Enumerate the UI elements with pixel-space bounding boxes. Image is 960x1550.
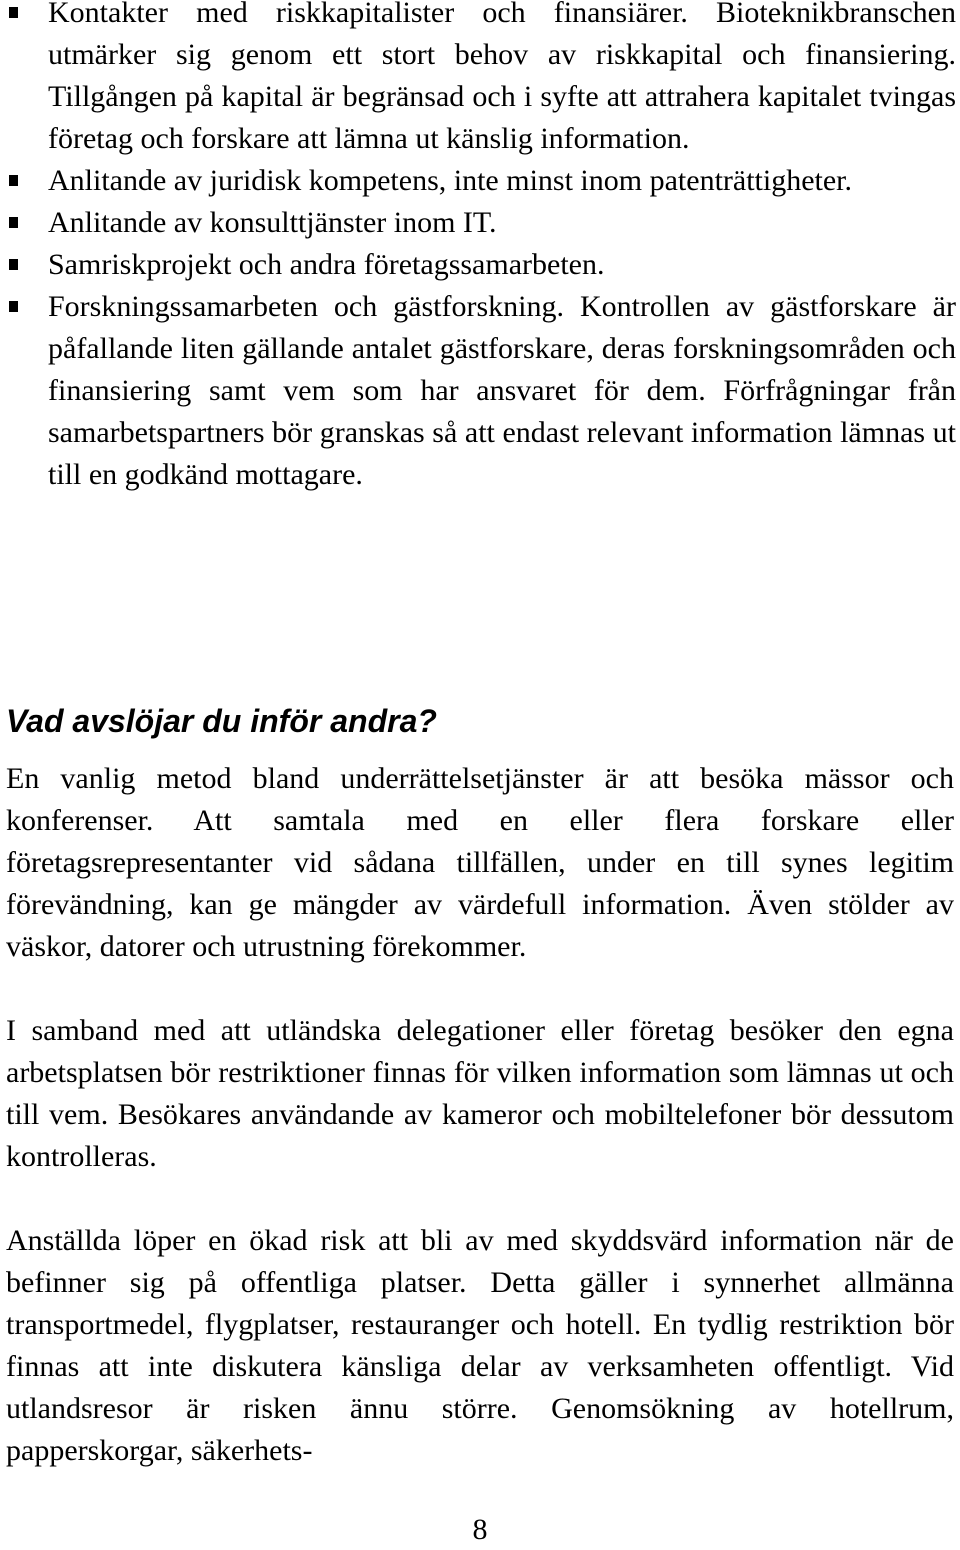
list-item-text: Anlitande av konsulttjänster inom IT.	[48, 206, 497, 239]
list-item-text: Samriskprojekt och andra företagssamarbeten.	[48, 248, 605, 281]
list-item	[0, 244, 956, 286]
square-bullet-icon	[9, 7, 18, 18]
list-item-text: Forskningssamarbeten och gästforskning. Kontrollen av gästforskare är påfallande liten gällande antalet gästforskare, deras forskningsområden och finansiering samt vem som har ansvaret för dem. Förfrågningar från samarbetspartners bör granskas så att endast relevant information lämnas ut till en godkänd mottagare.	[48, 290, 956, 491]
list-item	[0, 286, 956, 496]
square-bullet-icon	[9, 301, 18, 312]
list-item	[0, 0, 956, 160]
body-paragraph: I samband med att utländska delegationer eller företag besöker den egna arbetsplatsen bör restriktioner finnas för vilken information som lämnas ut och till vem. Besökares användande av kameror och mobiltelefoner bör dessutom kontrolleras.	[6, 1014, 954, 1173]
page-number: 8	[472, 1513, 488, 1546]
list-item-text: Anlitande av juridisk kompetens, inte minst inom patenträttigheter.	[48, 164, 853, 197]
list-item	[0, 160, 956, 202]
square-bullet-icon	[9, 217, 18, 228]
square-bullet-icon	[9, 175, 18, 186]
bullet-list	[0, 0, 956, 496]
body-paragraph: En vanlig metod bland underrättelsetjänster är att besöka mässor och konferenser. Att samtala med en eller flera forskare eller företagsrepresentanter vid sådana tillfällen, under en till synes legitim förevändning, kan ge mängder av värdefull information. Även stölder av väskor, datorer och utrustning förekommer.	[6, 762, 954, 963]
body-paragraph: Anställda löper en ökad risk att bli av med skyddsvärd information när de befinner sig på offentliga platser. Detta gäller i synnerhet allmänna transportmedel, flygplatser, restauranger och hotell. En tydlig restriktion bör finnas att inte diskutera känsliga delar av verksamheten offentligt. Vid utlandsresor är risken ännu större. Genomsökning av hotellrum, papperskorgar, säkerhets-	[6, 1224, 954, 1467]
list-item-text: Kontakter med riskkapitalister och finansiärer. Bioteknikbranschen utmärker sig genom ett stort behov av riskkapital och finansiering. Tillgången på kapital är begränsad och i syfte att attrahera kapitalet tvingas företag och forskare att lämna ut känslig information.	[48, 0, 956, 155]
section-heading: Vad avslöjar du inför andra?	[6, 703, 437, 739]
square-bullet-icon	[9, 259, 18, 270]
list-item	[0, 202, 956, 244]
